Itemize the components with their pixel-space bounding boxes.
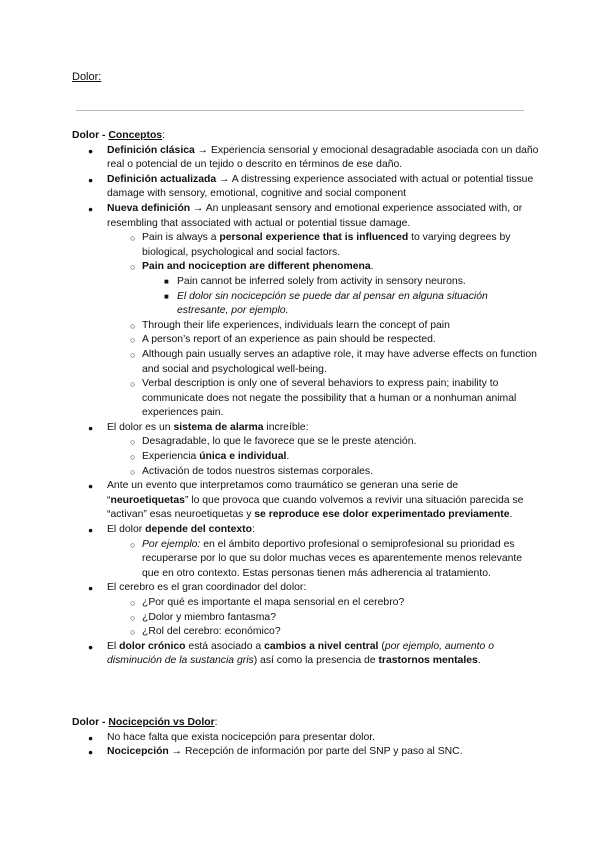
list-item: ○ Verbal description is only one of several behaviors to express pain; inability to communicate does not negate the possibility that a human or a nonhuman animal experiences pain. <box>107 377 542 421</box>
text-bold: sistema de alarma <box>173 421 264 433</box>
nueva-sublist <box>107 231 542 421</box>
alarma-sublist <box>107 435 542 479</box>
list-item-definicion-clasica <box>72 144 542 173</box>
list-item-contexto <box>72 523 542 581</box>
list-item: ○ Activación de todos nuestros sistemas corporales. <box>107 465 542 480</box>
list-item-dolor-cronico <box>72 640 542 669</box>
list-item: ○ Desagradable, lo que le favorece que se le preste atención. <box>107 435 542 450</box>
text: está asociado a <box>185 640 265 652</box>
document-title: Dolor: <box>72 71 102 83</box>
text-bold: trastornos mentales <box>378 655 478 667</box>
section-conceptos <box>72 129 542 669</box>
list-item <box>107 450 542 465</box>
text-bold: Pain and nociception are different phenomena <box>142 261 371 273</box>
title-colon: : <box>214 717 218 728</box>
section-title-conceptos <box>72 129 542 144</box>
text-bold: se reproduce ese dolor experimentado previamente <box>254 509 510 521</box>
text: El <box>107 640 120 652</box>
text-bold: única e individual <box>199 451 287 463</box>
title-sep: - <box>99 717 109 728</box>
text: en el ámbito deportivo profesional o semiprofesional su prioridad es recuperarse por lo que su dolor muchas veces es aparentemente menos relevante que en otro contexto. Estas personas tienen más adherencia al tratamiento. <box>142 538 523 579</box>
list-item-nueva-definicion <box>72 202 542 421</box>
text-bold: neuroetiquetas <box>110 494 185 506</box>
term-text: → Recepción de información por parte del SNP y paso al SNC. <box>168 746 463 758</box>
text: : <box>251 524 255 536</box>
list-item-sistema-alarma <box>72 421 542 479</box>
term-label: Definición clásica <box>107 144 195 156</box>
text-italic: por ejemplo, aumento o disminución de la sustancia gris <box>107 640 494 667</box>
concept-list <box>72 144 542 669</box>
list-item <box>107 231 542 260</box>
title-bold: Dolor <box>72 717 100 728</box>
term-label: Definición actualizada <box>107 173 217 185</box>
text: Pain is always a <box>142 232 220 244</box>
list-item: ○ A person’s report of an experience as pain should be respected. <box>107 333 542 348</box>
horizontal-rule <box>76 110 524 111</box>
phenomena-sublist <box>142 275 542 319</box>
text: . <box>286 451 290 463</box>
term-label: Nocicepción <box>107 746 169 758</box>
text: . <box>509 509 513 521</box>
list-item <box>107 538 542 582</box>
list-item <box>107 260 542 318</box>
term-text: → A distressing experience associated with actual or potential tissue damage with sensory, emotional, cognitive and social component <box>107 173 534 200</box>
term-text: → An unpleasant sensory and emotional experience associated with, or resembling that associated with actual or potential tissue damage. <box>107 202 523 229</box>
text: El dolor es un <box>107 421 174 433</box>
text: . <box>477 655 481 667</box>
list-item: ○ ¿Dolor y miembro fantasma? <box>107 611 542 626</box>
list-item <box>72 745 542 760</box>
text: . <box>370 261 374 273</box>
text-bold: depende del contexto <box>145 524 252 536</box>
title-colon: : <box>162 130 165 141</box>
text-bold: personal experience that is influenced <box>219 232 409 244</box>
text: El cerebro es el gran coordinador del dolor: <box>107 582 307 594</box>
text: ( <box>378 640 385 652</box>
section-title-nocicepcion <box>72 716 542 731</box>
text: ” lo que provoca que cuando volvemos a revivir una situación parecida se “activan” esas neuroetiquetas y <box>107 494 524 521</box>
list-item <box>142 290 542 319</box>
list-item: ○ ¿Rol del cerebro: económico? <box>107 625 542 640</box>
list-item-neuroetiquetas <box>72 479 542 523</box>
text-italic: El dolor sin nocicepción se puede dar al pensar en alguna situación estresante, por ejemplo. <box>177 290 488 317</box>
list-item: ○ Through their life experiences, individuals learn the concept of pain <box>107 319 542 334</box>
list-item-definicion-actualizada <box>72 173 542 202</box>
section-nocicepcion <box>72 716 542 760</box>
list-item-cerebro <box>72 581 542 639</box>
cerebro-sublist <box>107 596 542 640</box>
contexto-sublist <box>107 538 542 582</box>
nocicepcion-list <box>72 731 542 760</box>
text: increíble: <box>263 421 309 433</box>
title-underline: Nocicepción vs Dolor <box>108 717 215 728</box>
term-text: → Experiencia sensorial y emocional desagradable asociada con un daño real o potencial de un tejido o descrito en términos de ese daño. <box>107 144 539 171</box>
text: Ante un evento que interpretamos como traumático se generan una serie de “ <box>107 480 459 506</box>
title-sep: - <box>99 130 109 141</box>
list-item: ○ Although pain usually serves an adaptive role, it may have adverse effects on function and social and psychological well-being. <box>107 348 542 377</box>
term-label: Nueva definición <box>107 202 191 214</box>
title-underline: Conceptos <box>108 130 163 141</box>
list-item: ● No hace falta que exista nocicepción para presentar dolor. <box>72 731 542 746</box>
text: to varying degrees by biological, psychological and social factors. <box>142 232 511 258</box>
text: El dolor <box>107 524 146 536</box>
list-item: ■ Pain cannot be inferred solely from activity in sensory neurons. <box>142 275 542 290</box>
title-bold: Dolor <box>72 130 100 141</box>
text: ) así como la presencia de <box>253 655 379 667</box>
text-italic: Por ejemplo: <box>142 538 201 550</box>
text: Experiencia <box>142 451 200 463</box>
text-bold: dolor crónico <box>119 640 186 652</box>
text-bold: cambios a nivel central <box>264 640 379 652</box>
list-item: ○ ¿Por qué es importante el mapa sensorial en el cerebro? <box>107 596 542 611</box>
